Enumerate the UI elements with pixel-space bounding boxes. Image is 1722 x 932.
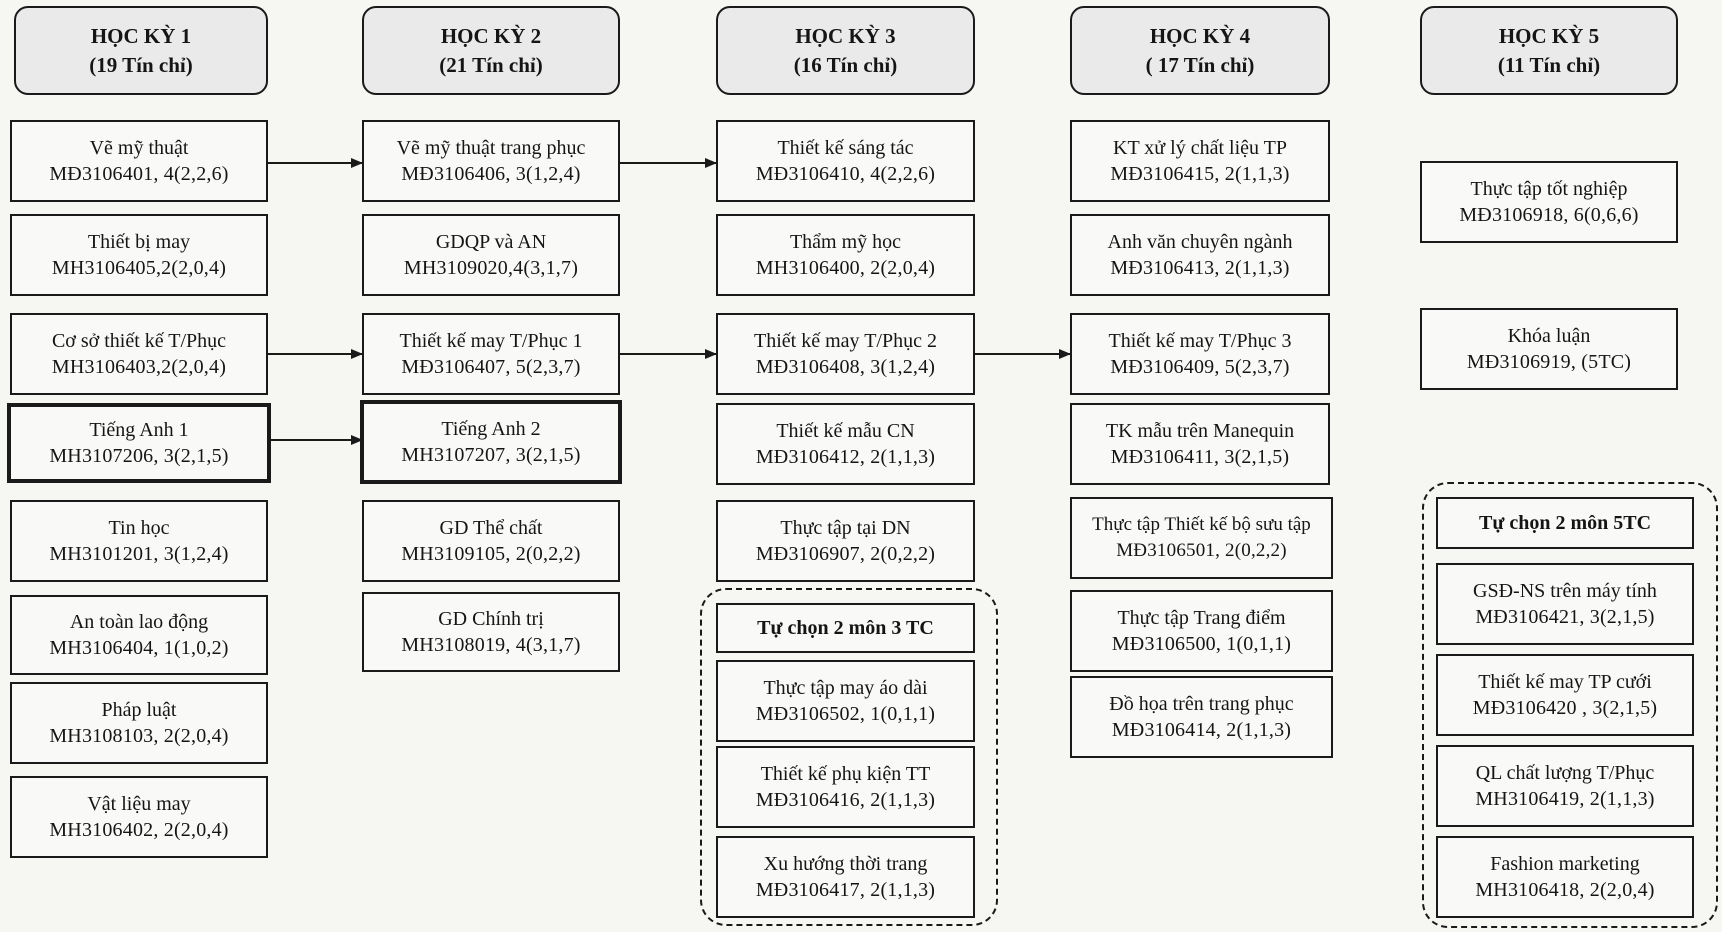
semester-5-title: HỌC KỲ 5 — [1498, 23, 1600, 48]
course-code: MĐ3106502, 1(0,1,1) — [755, 703, 936, 725]
course-name: Xu hướng thời trang — [763, 853, 928, 875]
course-name: Tiếng Anh 2 — [441, 418, 541, 440]
course-gsd-ns-may-tinh — [1436, 563, 1694, 645]
course-thuc-tap-may-ao-dai — [716, 660, 975, 742]
course-code: MH3106400, 2(2,0,4) — [755, 257, 936, 279]
course-thiet-ke-sang-tac — [716, 120, 975, 202]
course-name: Vẽ mỹ thuật — [89, 137, 189, 159]
course-code: MĐ3106411, 3(2,1,5) — [1110, 446, 1290, 468]
course-thiet-ke-bo-suu-tap — [1070, 497, 1333, 579]
course-co-so-thiet-ke — [10, 313, 268, 395]
course-anh-van-chuyen-nganh — [1070, 214, 1330, 296]
course-name: Khóa luận — [1507, 325, 1591, 347]
course-code: MĐ3106407, 5(2,3,7) — [401, 356, 581, 378]
course-name: Thực tập Thiết kế bộ sưu tập — [1092, 514, 1311, 535]
course-code: MĐ3106420 , 3(2,1,5) — [1472, 697, 1658, 719]
course-tham-my-hoc — [716, 214, 975, 296]
semester-4-header — [1070, 6, 1330, 95]
course-code: MH3108019, 4(3,1,7) — [401, 634, 581, 656]
course-phap-luat — [10, 682, 268, 764]
semester-3-credits: (16 Tín chỉ) — [793, 52, 898, 77]
course-code: MH3106419, 2(1,1,3) — [1475, 788, 1655, 810]
course-name: Tin học — [108, 517, 170, 539]
course-tin-hoc — [10, 500, 268, 582]
course-name: Thiết kế mẫu CN — [776, 420, 915, 442]
course-ve-my-thuat-trang-phuc — [362, 120, 620, 202]
semester-4-title: HỌC KỲ 4 — [1149, 23, 1251, 48]
course-name: An toàn lao động — [69, 611, 209, 633]
course-code: MH3106404, 1(1,0,2) — [49, 637, 229, 659]
semester-1-credits: (19 Tín chỉ) — [89, 52, 193, 77]
course-thuc-tap-tai-dn — [716, 500, 975, 582]
course-gd-chinh-tri — [362, 592, 620, 672]
course-thiet-ke-may-3 — [1070, 313, 1330, 395]
course-thiet-ke-may-2 — [716, 313, 975, 395]
course-code: MĐ3106918, 6(0,6,6) — [1459, 204, 1639, 226]
elective-title-hk5 — [1436, 497, 1694, 549]
course-code: MĐ3106907, 2(0,2,2) — [755, 543, 936, 565]
course-name: Vật liệu may — [87, 793, 191, 815]
elective-title: Tự chọn 2 môn 5TC — [1478, 512, 1652, 534]
course-code: MH3101201, 3(1,2,4) — [49, 543, 229, 565]
course-code: MĐ3106408, 3(1,2,4) — [755, 356, 936, 378]
course-name: Thực tập tại DN — [780, 517, 911, 539]
course-name: Đồ họa trên trang phục — [1109, 693, 1294, 715]
course-code: MĐ3106410, 4(2,2,6) — [755, 163, 936, 185]
course-thuc-tap-tot-nghiep — [1420, 161, 1678, 243]
semester-3-title: HỌC KỲ 3 — [795, 23, 896, 48]
course-tieng-anh-2 — [360, 400, 622, 484]
course-name: GSĐ-NS trên máy tính — [1473, 580, 1657, 602]
course-name: Fashion marketing — [1490, 853, 1640, 875]
semester-2-title: HỌC KỲ 2 — [440, 23, 542, 48]
course-code: MH3108103, 2(2,0,4) — [49, 725, 229, 747]
course-name: Tiếng Anh 1 — [89, 419, 189, 441]
course-name: Cơ sở thiết kế T/Phục — [51, 330, 227, 352]
course-thiet-ke-phu-kien — [716, 746, 975, 828]
course-name: Thực tập tốt nghiệp — [1470, 178, 1628, 200]
course-name: Thiết kế may T/Phục 3 — [1108, 330, 1292, 352]
course-thiet-bi-may — [10, 214, 268, 296]
course-name: Thực tập Trang điểm — [1117, 607, 1286, 629]
course-thiet-ke-mau-cn — [716, 403, 975, 485]
course-code: MH3109020,4(3,1,7) — [403, 257, 579, 279]
course-name: QL chất lượng T/Phục — [1475, 762, 1655, 784]
course-fashion-marketing — [1436, 836, 1694, 918]
course-code: MĐ3106416, 2(1,1,3) — [755, 789, 936, 811]
course-name: Thiết kế may T/Phục 1 — [399, 330, 583, 352]
semester-4-credits: ( 17 Tín chỉ) — [1145, 52, 1255, 77]
course-code: MĐ3106409, 5(2,3,7) — [1110, 356, 1290, 378]
course-thiet-ke-may-tp-cuoi — [1436, 654, 1694, 736]
course-do-hoa-trang-phuc — [1070, 676, 1333, 758]
semester-2-header — [362, 6, 620, 95]
course-an-toan-lao-dong — [10, 595, 268, 675]
course-ql-chat-luong — [1436, 745, 1694, 827]
course-name: Thiết bị may — [87, 231, 191, 253]
course-code: MH3106402, 2(2,0,4) — [49, 819, 229, 841]
course-name: Anh văn chuyên ngành — [1107, 231, 1293, 253]
course-code: MĐ3106412, 2(1,1,3) — [755, 446, 936, 468]
semester-1-title: HỌC KỲ 1 — [90, 23, 192, 48]
course-code: MĐ3106406, 3(1,2,4) — [401, 163, 581, 185]
course-name: GD Thể chất — [439, 517, 543, 539]
course-trang-diem — [1070, 590, 1333, 672]
course-name: Thiết kế may T/Phục 2 — [754, 330, 937, 352]
course-name: Vẽ mỹ thuật trang phục — [396, 137, 586, 159]
course-code: MH3107206, 3(2,1,5) — [49, 445, 229, 467]
course-code: MĐ3106500, 1(0,1,1) — [1111, 633, 1292, 655]
course-tk-mau-manequin — [1070, 403, 1330, 485]
course-code: MH3106405,2(2,0,4) — [51, 257, 227, 279]
course-code: MĐ3106919, (5TC) — [1466, 351, 1632, 373]
course-code: MH3107207, 3(2,1,5) — [401, 444, 581, 466]
course-code: MĐ3106415, 2(1,1,3) — [1110, 163, 1290, 185]
semester-3-header — [716, 6, 975, 95]
course-name: Thiết kế phụ kiện TT — [760, 763, 931, 785]
course-code: MĐ3106401, 4(2,2,6) — [49, 163, 229, 185]
semester-5-credits: (11 Tín chỉ) — [1497, 52, 1601, 77]
course-code: MH3109105, 2(0,2,2) — [401, 543, 581, 565]
semester-1-header — [14, 6, 268, 95]
course-name: Thực tập may áo dài — [763, 677, 928, 699]
course-xu-huong-thoi-trang — [716, 836, 975, 918]
course-gd-the-chat — [362, 500, 620, 582]
course-code: MĐ3106414, 2(1,1,3) — [1111, 719, 1292, 741]
course-gdqp-va-an — [362, 214, 620, 296]
course-code: MH3106403,2(2,0,4) — [51, 356, 227, 378]
course-code: MH3106418, 2(2,0,4) — [1475, 879, 1655, 901]
course-name: KT xử lý chất liệu TP — [1113, 137, 1287, 159]
elective-title: Tự chọn 2 môn 3 TC — [757, 617, 934, 639]
semester-2-credits: (21 Tín chỉ) — [439, 52, 543, 77]
course-name: Thiết kế may TP cưới — [1478, 671, 1652, 693]
semester-5-header — [1420, 6, 1678, 95]
course-name: Thẩm mỹ học — [789, 231, 902, 253]
course-thiet-ke-may-1 — [362, 313, 620, 395]
course-tieng-anh-1 — [7, 403, 271, 483]
elective-title-hk3 — [716, 603, 975, 653]
course-code: MĐ3106501, 2(0,2,2) — [1116, 540, 1287, 561]
course-name: GD Chính trị — [438, 608, 544, 630]
course-name: Pháp luật — [101, 699, 177, 721]
course-kt-xu-ly-chat-lieu — [1070, 120, 1330, 202]
course-ve-my-thuat — [10, 120, 268, 202]
course-name: TK mẫu trên Manequin — [1105, 420, 1295, 442]
course-code: MĐ3106421, 3(2,1,5) — [1475, 606, 1655, 628]
course-vat-lieu-may — [10, 776, 268, 858]
course-code: MĐ3106417, 2(1,1,3) — [755, 879, 936, 901]
course-name: GDQP và AN — [435, 231, 547, 253]
course-name: Thiết kế sáng tác — [777, 137, 914, 159]
course-khoa-luan — [1420, 308, 1678, 390]
course-code: MĐ3106413, 2(1,1,3) — [1110, 257, 1290, 279]
